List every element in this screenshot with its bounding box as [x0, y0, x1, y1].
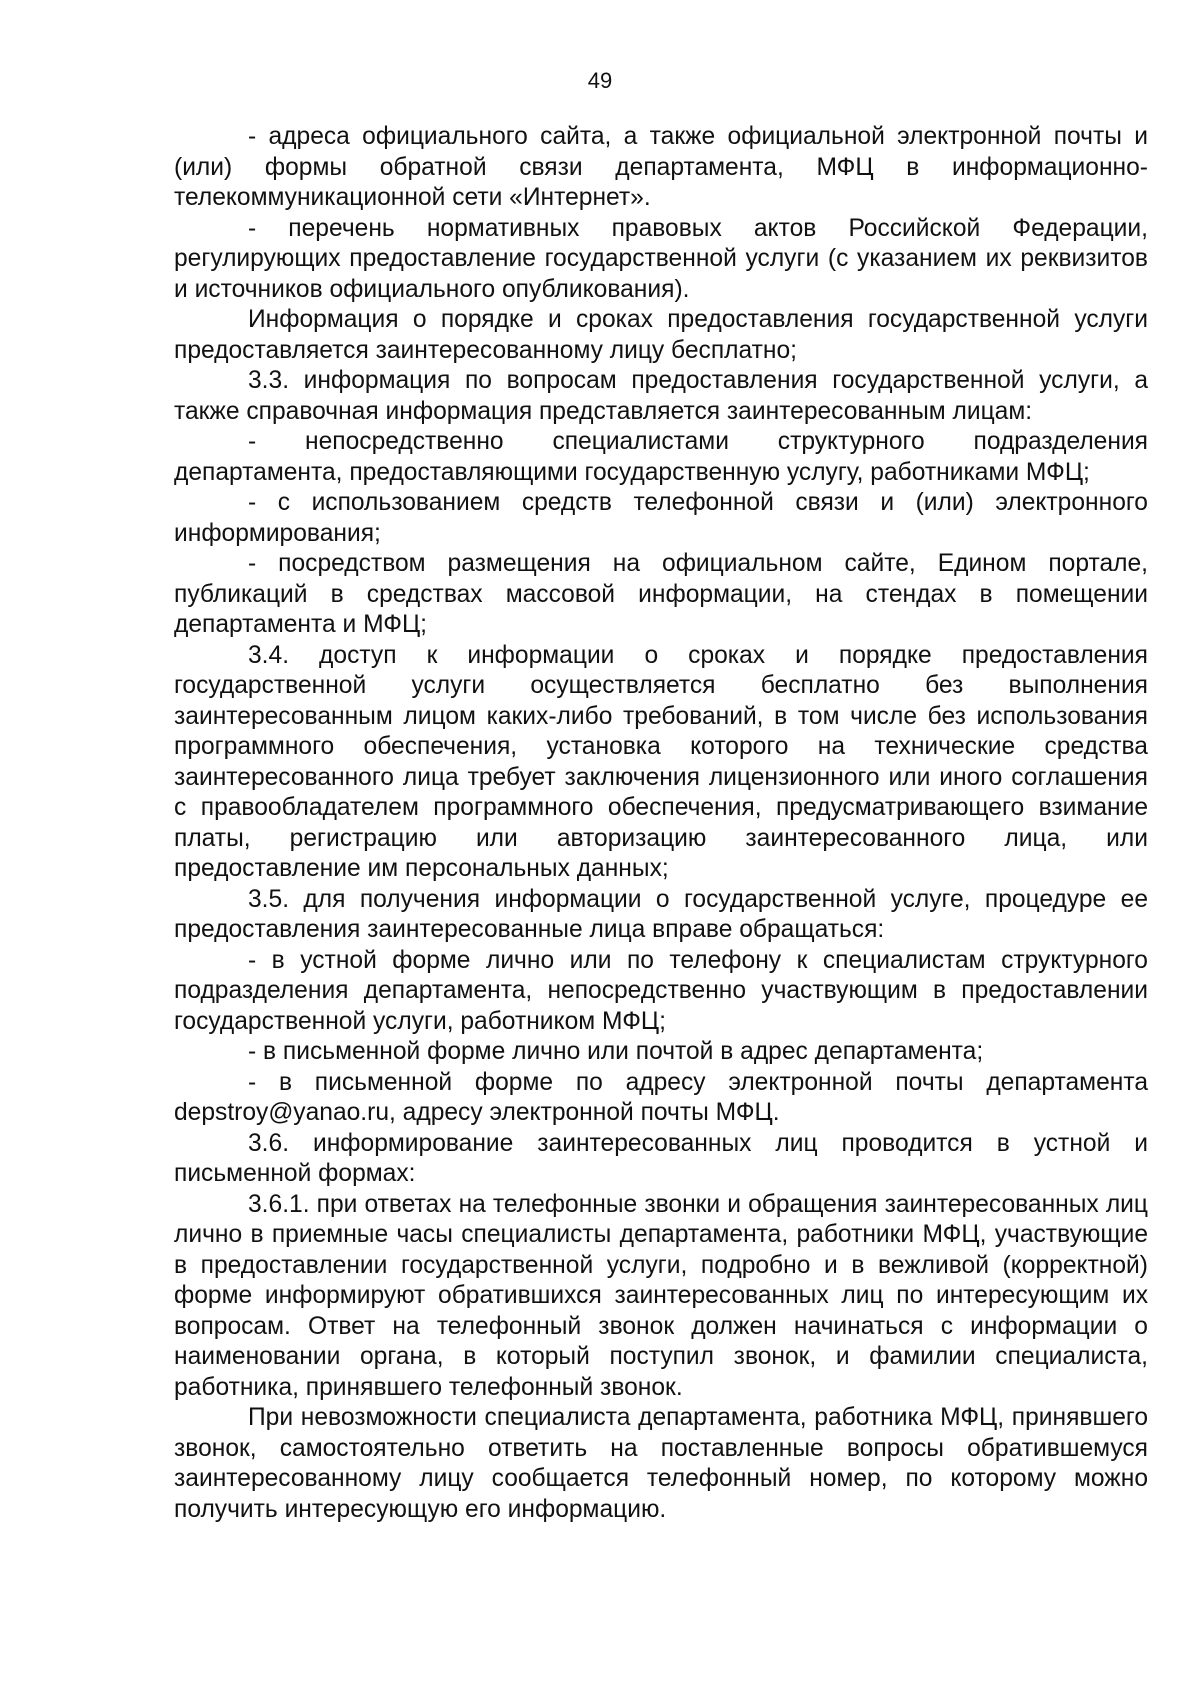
page-number: 49	[587, 68, 613, 93]
paragraph-unable-to-answer: При невозможности специалиста департамента, работника МФЦ, принявшего звонок, самостоятельно ответить на поставленные вопросы обратившемуся заинтересованному лицу сообщается телефонный номер, по которому можно получить интересующую его информацию.	[174, 1404, 1148, 1523]
paragraph-3-5: 3.5. для получения информации о государственной услуге, процедуре ее предоставления заинтересованные лица вправе обращаться:	[174, 885, 1148, 943]
paragraph-3-4: 3.4. доступ к информации о сроках и порядке предоставления государственной услуги осуществляется бесплатно без выполнения заинтересованным лицом каких-либо требований, в том числе без использования программного обеспечения, установка которого на технические средства заинтересованного лица требует заключения лицензионного или иного соглашения с правообладателем программного обеспечения, предусматривающего взимание платы, регистрацию или авторизацию заинтересованного лица, или предоставление им персональных данных;	[174, 641, 1148, 882]
paragraph-directly-by-specialists: - непосредственно специалистами структурного подразделения департамента, предоставляющими государственную услугу, работниками МФЦ;	[174, 428, 1148, 486]
paragraph-3-6: 3.6. информирование заинтересованных лиц проводится в устной и письменной формах:	[174, 1129, 1148, 1187]
paragraph-written-form-email: - в письменной форме по адресу электронной почты департамента depstroy@yanao.ru, адресу электронной почты МФЦ.	[174, 1068, 1148, 1126]
document-body	[174, 122, 1148, 1525]
paragraph-oral-form: - в устной форме лично или по телефону к специалистам структурного подразделения департамента, непосредственно участвующим в предоставлении государственной услуги, работником МФЦ;	[174, 946, 1148, 1035]
paragraph-official-website-posting: - посредством размещения на официальном сайте, Едином портале, публикаций в средствах массовой информации, на стендах в помещении департамента и МФЦ;	[174, 550, 1148, 638]
paragraph-3-3: 3.3. информация по вопросам предоставления государственной услуги, а также справочная информация представляется заинтересованным лицам:	[174, 367, 1148, 425]
paragraph-legal-acts-list: - перечень нормативных правовых актов Российской Федерации, регулирующих предоставление государственной услуги (с указанием их реквизитов и источников официального опубликования).	[174, 214, 1148, 303]
paragraph-free-information: Информация о порядке и сроках предоставления государственной услуги предоставляется заинтересованному лицу бесплатно;	[174, 306, 1148, 364]
paragraph-written-form-mail: - в письменной форме лично или почтой в адрес департамента;	[248, 1038, 984, 1065]
paragraph-telephone-communication: - с использованием средств телефонной связи и (или) электронного информирования;	[174, 489, 1148, 547]
paragraph-3-6-1: 3.6.1. при ответах на телефонные звонки и обращения заинтересованных лиц лично в приемные часы специалисты департамента, работники МФЦ, участвующие в предоставлении государственной услуги, подробно и в вежливой (корректной) форме информируют обратившихся заинтересованных лиц по интересующим их вопросам. Ответ на телефонный звонок должен начинаться с информации о наименовании органа, в который поступил звонок, и фамилии специалиста, работника, принявшего телефонный звонок.	[174, 1190, 1148, 1401]
paragraph-website-address: - адреса официального сайта, а также официальной электронной почты и (или) формы обратной связи департамента, МФЦ в информационно-телекоммуникационной сети «Интернет».	[174, 123, 1148, 211]
